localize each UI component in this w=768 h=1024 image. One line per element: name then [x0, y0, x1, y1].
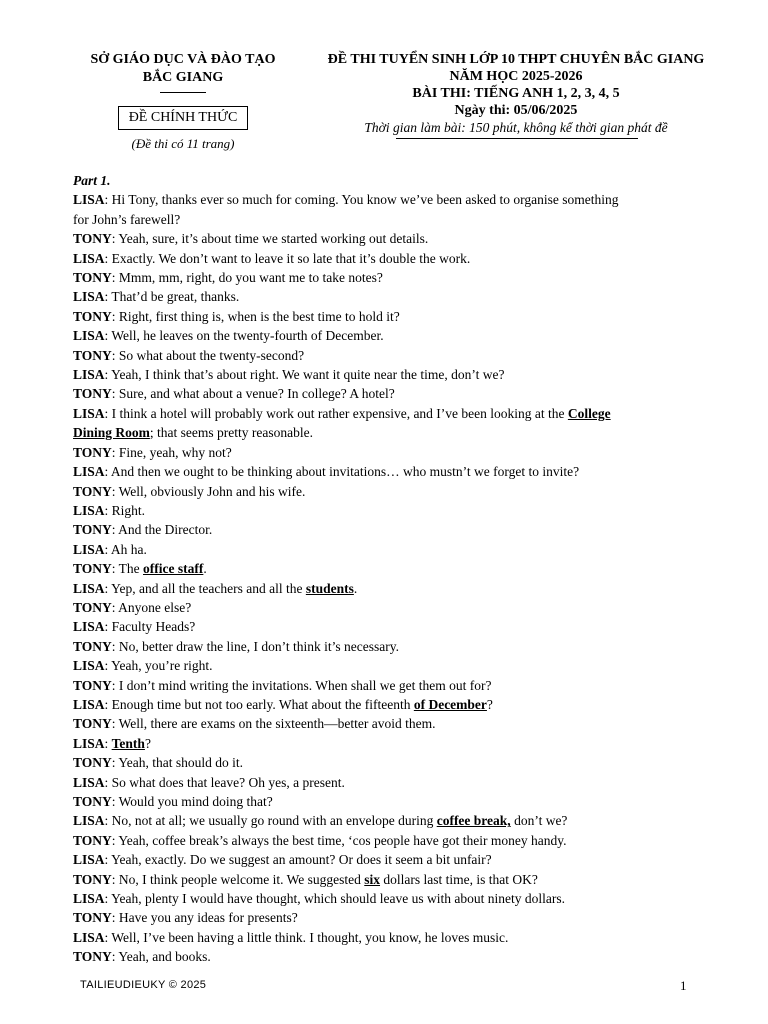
speaker-name: TONY: [73, 561, 112, 577]
answer-keyword: students: [305, 580, 354, 596]
answer-keyword: Tenth: [111, 735, 145, 751]
line-text: : No, I think people welcome it. We suggested: [111, 871, 365, 887]
speaker-name: LISA: [73, 929, 105, 945]
line-text: : Have you any ideas for presents?: [111, 910, 298, 926]
speaker-name: TONY: [73, 638, 112, 654]
answer-keyword: coffee break,: [436, 813, 511, 829]
speaker-name: LISA: [73, 192, 105, 208]
line-text: : Ah ha.: [104, 541, 147, 557]
line-text: : Enough time but not too early. What about the fifteenth: [104, 696, 414, 712]
dialogue-line: [73, 501, 703, 520]
line-text: ?: [144, 735, 151, 751]
pages-note: (Đề thi có 11 trang): [131, 136, 235, 151]
dialogue-transcript: [73, 190, 703, 966]
dialogue-line: [73, 287, 703, 306]
speaker-name: TONY: [73, 755, 112, 771]
dialogue-line: [73, 462, 703, 481]
line-text: : Hi Tony, thanks ever so much for coming. You know we’ve been asked to organise something: [104, 192, 619, 208]
page-number: 1: [680, 978, 687, 993]
line-text: : Well, there are exams on the sixteenth—better avoid them.: [111, 716, 436, 732]
line-text: : Exactly. We don’t want to leave it so late that it’s double the work.: [104, 250, 471, 266]
line-text: for John’s farewell?: [73, 211, 181, 227]
answer-keyword: Dining Room: [73, 425, 150, 441]
dialogue-line: [73, 870, 703, 889]
line-text: : So what does that leave? Oh yes, a present.: [104, 774, 345, 790]
line-text: : Yeah, I think that’s about right. We want it quite near the time, don’t we?: [104, 367, 505, 383]
line-text: : Right.: [104, 502, 146, 518]
dialogue-line: [73, 773, 703, 792]
speaker-name: TONY: [73, 716, 112, 732]
line-text: : I don’t mind writing the invitations. When shall we get them out for?: [111, 677, 492, 693]
speaker-name: LISA: [73, 774, 105, 790]
answer-keyword: College: [567, 405, 611, 421]
speaker-name: TONY: [73, 347, 112, 363]
line-text: : Yep, and all the teachers and all the: [104, 580, 306, 596]
speaker-name: LISA: [73, 405, 105, 421]
footer-copyright: TAILIEUDIEUKY © 2025: [80, 979, 207, 991]
line-text: : Yeah, and books.: [111, 949, 211, 965]
line-text: : And the Director.: [111, 522, 213, 538]
speaker-name: LISA: [73, 250, 105, 266]
dialogue-line: [73, 734, 703, 753]
speaker-name: TONY: [73, 599, 112, 615]
line-text: don’t we?: [510, 813, 568, 829]
speaker-name: TONY: [73, 483, 112, 499]
dialogue-line: [73, 365, 703, 384]
line-text: : No, better draw the line, I don’t think it’s necessary.: [111, 638, 399, 654]
header-right: [300, 51, 732, 139]
line-text: : Yeah, plenty I would have thought, which should leave us with about ninety dollars.: [104, 891, 565, 907]
dialogue-line: [73, 229, 703, 248]
line-text: : Right, first thing is, when is the best time to hold it?: [111, 308, 400, 324]
speaker-name: TONY: [73, 677, 112, 693]
department-name-line1: SỞ GIÁO DỤC VÀ ĐÀO TẠO: [90, 52, 276, 67]
exam-title: ĐỀ THI TUYỂN SINH LỚP 10 THPT CHUYÊN BẮC GIANG: [327, 52, 705, 67]
line-text: : Well, he leaves on the twenty-fourth of December.: [104, 328, 384, 344]
dialogue-line: [73, 889, 703, 908]
speaker-name: LISA: [73, 735, 105, 751]
dialogue-line: [73, 384, 703, 403]
line-text: : Well, obviously John and his wife.: [111, 483, 306, 499]
dialogue-line: [73, 811, 703, 830]
header-divider: [160, 92, 206, 93]
speaker-name: LISA: [73, 367, 105, 383]
line-text: : Yeah, sure, it’s about time we started working out details.: [111, 231, 429, 247]
dialogue-line: [73, 598, 703, 617]
time-allowed: Thời gian làm bài: 150 phút, không kể thời gian phát đề: [364, 120, 668, 135]
answer-keyword: six: [364, 871, 381, 887]
dialogue-line: [73, 792, 703, 811]
line-text: ?: [486, 696, 493, 712]
dialogue-line: [73, 928, 703, 947]
line-text: : The: [111, 561, 144, 577]
speaker-name: LISA: [73, 891, 105, 907]
exam-subject: BÀI THI: TIẾNG ANH 1, 2, 3, 4, 5: [412, 86, 620, 101]
speaker-name: TONY: [73, 522, 112, 538]
dialogue-line: [73, 482, 703, 501]
line-text: .: [353, 580, 358, 596]
line-text: : Yeah, you’re right.: [104, 658, 213, 674]
speaker-name: LISA: [73, 541, 105, 557]
exam-date: Ngày thi: 05/06/2025: [454, 103, 578, 118]
line-text: : Fine, yeah, why not?: [111, 444, 232, 460]
speaker-name: TONY: [73, 832, 112, 848]
dialogue-line: [73, 617, 703, 636]
header-left: [72, 51, 294, 152]
dialogue-line: [73, 831, 703, 850]
dialogue-line: [73, 210, 703, 229]
speaker-name: TONY: [73, 444, 112, 460]
line-text: : Mmm, mm, right, do you want me to take notes?: [111, 270, 383, 286]
line-text: : Would you mind doing that?: [111, 794, 273, 809]
line-text: : Sure, and what about a venue? In college? A hotel?: [111, 386, 395, 402]
official-label-box: ĐỀ CHÍNH THỨC: [118, 106, 249, 130]
dialogue-line: [73, 753, 703, 772]
speaker-name: LISA: [73, 580, 105, 596]
dialogue-line: [73, 443, 703, 462]
dialogue-line: [73, 850, 703, 869]
speaker-name: TONY: [73, 386, 112, 402]
line-text: : And then we ought to be thinking about invitations… who mustn’t we forget to invite?: [104, 464, 580, 480]
dialogue-line: [73, 559, 703, 578]
line-text: : No, not at all; we usually go round with an envelope during: [104, 813, 437, 829]
dialogue-line: [73, 656, 703, 675]
line-text: .: [203, 561, 207, 577]
speaker-name: TONY: [73, 231, 112, 247]
line-text: dollars last time, is that OK?: [380, 871, 538, 887]
dialogue-line: [73, 249, 703, 268]
line-text: : Anyone else?: [111, 599, 192, 615]
speaker-name: LISA: [73, 852, 105, 868]
speaker-name: TONY: [73, 794, 112, 809]
dialogue-line: [73, 579, 703, 598]
speaker-name: LISA: [73, 502, 105, 518]
line-text: : So what about the twenty-second?: [111, 347, 305, 363]
speaker-name: LISA: [73, 289, 105, 305]
department-name-line2: BẮC GIANG: [142, 70, 224, 85]
dialogue-line: [73, 676, 703, 695]
dialogue-line: [73, 540, 703, 559]
dialogue-line: [73, 947, 703, 966]
dialogue-line: [73, 346, 703, 365]
speaker-name: TONY: [73, 270, 112, 286]
time-underline: [396, 138, 638, 139]
line-text: : That’d be great, thanks.: [104, 289, 240, 305]
exam-content: [73, 171, 703, 967]
line-text: : Yeah, exactly. Do we suggest an amount? Or does it seem a bit unfair?: [104, 852, 492, 868]
line-text: : Well, I’ve been having a little think. I thought, you know, he loves music.: [104, 929, 509, 945]
line-text: : Yeah, that should do it.: [111, 755, 244, 771]
line-text: ; that seems pretty reasonable.: [149, 425, 313, 441]
dialogue-line: [73, 423, 703, 442]
speaker-name: TONY: [73, 308, 112, 324]
dialogue-line: [73, 637, 703, 656]
dialogue-line: [73, 520, 703, 539]
speaker-name: LISA: [73, 328, 105, 344]
speaker-name: LISA: [73, 658, 105, 674]
answer-keyword: office staff: [143, 561, 204, 577]
speaker-name: TONY: [73, 949, 112, 965]
speaker-name: LISA: [73, 813, 105, 829]
line-text: : Yeah, coffee break’s always the best time, ‘cos people have got their money handy.: [111, 832, 567, 848]
dialogue-line: [73, 268, 703, 287]
line-text: :: [104, 735, 112, 751]
dialogue-line: [73, 714, 703, 733]
dialogue-line: [73, 908, 703, 927]
speaker-name: TONY: [73, 871, 112, 887]
dialogue-line: [73, 404, 703, 423]
speaker-name: LISA: [73, 464, 105, 480]
school-year: NĂM HỌC 2025-2026: [449, 69, 583, 84]
part-title: Part 1.: [73, 173, 111, 188]
speaker-name: TONY: [73, 910, 112, 926]
dialogue-line: [73, 307, 703, 326]
dialogue-line: [73, 326, 703, 345]
answer-keyword: of December: [413, 696, 487, 712]
speaker-name: LISA: [73, 696, 105, 712]
dialogue-line: [73, 190, 703, 209]
dialogue-line: [73, 695, 703, 714]
line-text: : Faculty Heads?: [104, 619, 196, 635]
speaker-name: LISA: [73, 619, 105, 635]
line-text: : I think a hotel will probably work out rather expensive, and I’ve been looking at the: [104, 405, 568, 421]
